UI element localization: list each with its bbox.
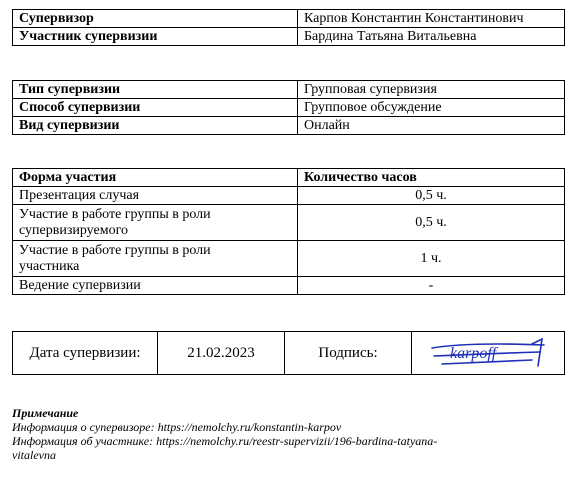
method-value: Групповое обсуждение: [298, 99, 565, 117]
type-value: Групповая супервизия: [298, 81, 565, 99]
method-label: Способ супервизии: [13, 99, 298, 117]
signature-cell: [412, 332, 565, 375]
kind-value: Онлайн: [298, 117, 565, 135]
header-hours: Количество часов: [298, 169, 565, 187]
participant-label: Участник супервизии: [13, 28, 298, 46]
participation-table: [12, 168, 565, 295]
row-form-line: Участие в работе группы в роли: [19, 242, 211, 258]
notes-title: Примечание: [12, 406, 79, 420]
table-header-row: [13, 169, 565, 187]
participant-info-line: vitalevna: [12, 448, 56, 462]
table-row: [13, 277, 565, 295]
row-form-line: супервизируемого: [19, 222, 128, 238]
signature-label: Подпись:: [285, 332, 412, 375]
row-form: [13, 241, 298, 277]
header-form: Форма участия: [13, 169, 298, 187]
row-form-line: Участие в работе группы в роли: [19, 206, 211, 222]
table-row: [13, 28, 565, 46]
supervisor-value: Карпов Константин Константинович: [298, 10, 565, 28]
supervision-table: [12, 9, 565, 46]
supervisor-info: Информация о супервизоре: https://nemolchy.ru/konstantin-karpov: [12, 420, 342, 434]
row-hours: 0,5 ч.: [298, 205, 565, 241]
table-row: [13, 99, 565, 117]
table-row: [13, 205, 565, 241]
signature-table: [12, 331, 565, 375]
table-row: [13, 10, 565, 28]
row-hours: -: [298, 277, 565, 295]
row-form: Ведение супервизии: [13, 277, 298, 295]
date-value: 21.02.2023: [158, 332, 285, 375]
row-hours: 0,5 ч.: [298, 187, 565, 205]
table-row: [13, 187, 565, 205]
signature-text: karpoff: [450, 345, 497, 362]
notes-section: [12, 406, 565, 462]
signature-image: [428, 336, 548, 370]
row-form: [13, 205, 298, 241]
kind-label: Вид супервизии: [13, 117, 298, 135]
table-row: [13, 241, 565, 277]
supervisor-label: Супервизор: [13, 10, 298, 28]
table-row: [13, 117, 565, 135]
type-label: Тип супервизии: [13, 81, 298, 99]
row-form: Презентация случая: [13, 187, 298, 205]
table-row: [13, 81, 565, 99]
participant-value: Бардина Татьяна Витальевна: [298, 28, 565, 46]
details-table: [12, 80, 565, 135]
date-label: Дата супервизии:: [13, 332, 158, 375]
row-hours: 1 ч.: [298, 241, 565, 277]
table-row: [13, 332, 565, 375]
participant-info-line: Информация об участнике: https://nemolchy.ru/reestr-supervizii/196-bardina-tatyana-: [12, 434, 438, 448]
row-form-line: участника: [19, 258, 80, 274]
